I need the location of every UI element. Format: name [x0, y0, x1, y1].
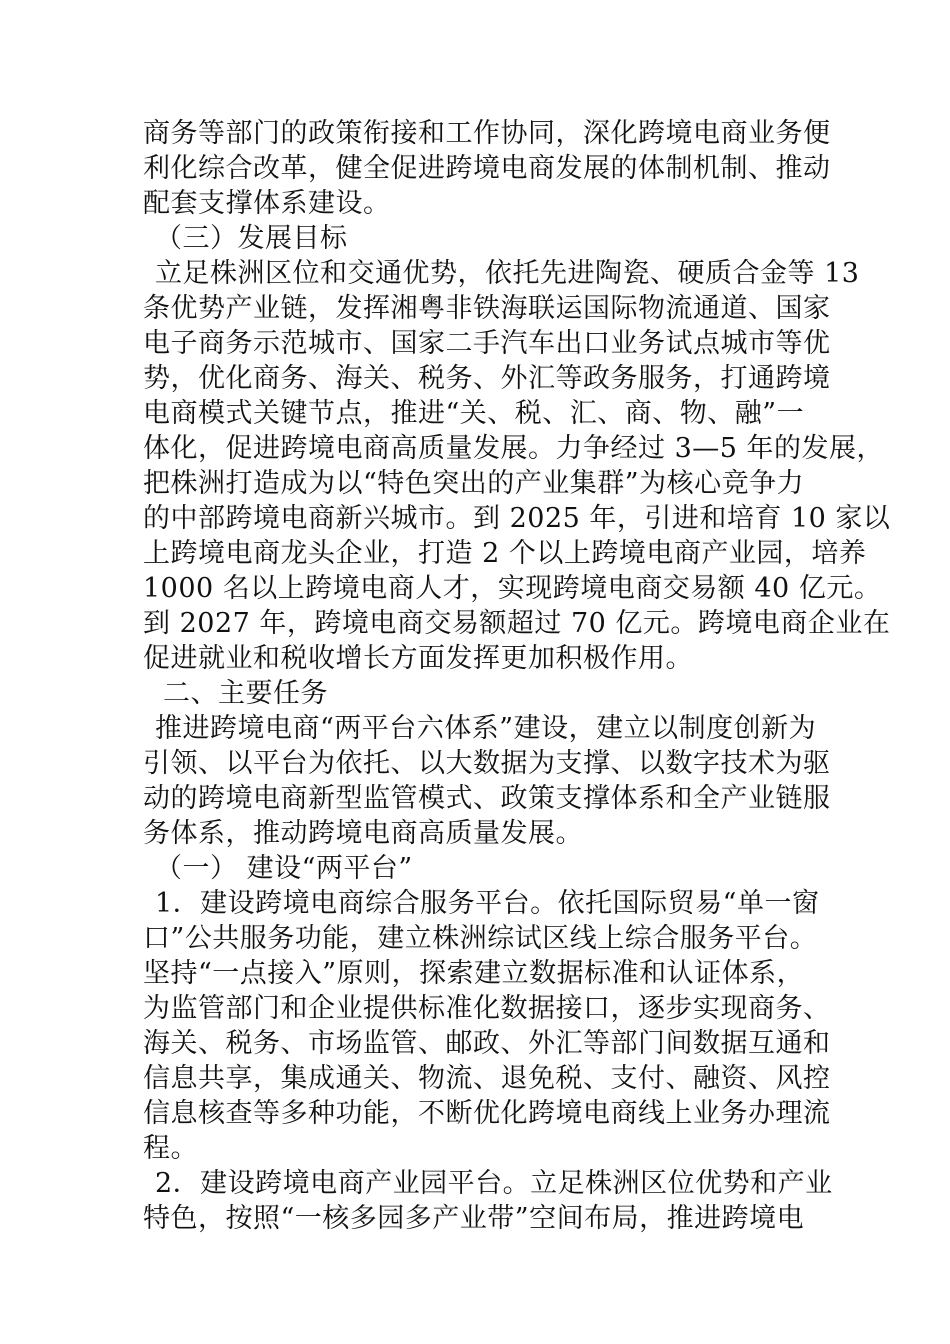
text-line: 把株洲打造成为以“特色突出的产业集群”为核心竞争力: [143, 468, 805, 499]
text-line: 体化，促进跨境电商高质量发展。力争经过 3—5 年的发展，: [143, 433, 885, 464]
text-line: 特色，按照“一核多园多产业带”空间布局，推进跨境电: [143, 1203, 805, 1234]
text-line: 势，优化商务、海关、税务、外汇等政务服务，打通跨境: [143, 363, 831, 394]
text-line: 商务等部门的政策衔接和工作协同，深化跨境电商业务便: [143, 118, 831, 149]
text-line: 立足株洲区位和交通优势，依托先进陶瓷、硬质合金等 13: [155, 258, 860, 289]
text-line: 信息共享，集成通关、物流、退免税、支付、融资、风控: [143, 1063, 831, 1094]
text-line: 动的跨境电商新型监管模式、政策支撑体系和全产业链服: [143, 783, 831, 814]
text-line: 利化综合改革，健全促进跨境电商发展的体制机制、推动: [143, 153, 831, 184]
section-heading: 二、主要任务: [163, 678, 328, 709]
text-line: 1000 名以上跨境电商人才，实现跨境电商交易额 40 亿元。: [143, 573, 882, 604]
text-line: 促进就业和税收增长方面发挥更加积极作用。: [143, 643, 693, 674]
text-line: 的中部跨境电商新兴城市。到 2025 年，引进和培育 10 家以: [143, 503, 891, 534]
text-line: 务体系，推动跨境电商高质量发展。: [143, 818, 583, 849]
text-line: 电商模式关键节点，推进“关、税、汇、商、物、融”一: [143, 398, 805, 429]
text-line: 程。: [143, 1133, 198, 1164]
text-line: 条优势产业链，发挥湘粤非铁海联运国际物流通道、国家: [143, 293, 831, 324]
section-heading: （一） 建设“两平台”: [155, 853, 413, 884]
text-line: 推进跨境电商“两平台六体系”建设，建立以制度创新为: [155, 713, 817, 744]
text-line: 口”公共服务功能，建立株洲综试区线上综合服务平台。: [143, 923, 818, 954]
text-line: 坚持“一点接入”原则，探索建立数据标准和认证体系，: [143, 958, 805, 989]
text-line: 为监管部门和企业提供标准化数据接口，逐步实现商务、: [143, 993, 831, 1024]
text-line: 信息核查等多种功能，不断优化跨境电商线上业务办理流: [143, 1098, 831, 1129]
text-line: 到 2027 年，跨境电商交易额超过 70 亿元。跨境电商企业在: [143, 608, 891, 639]
text-line: 配套支撑体系建设。: [143, 188, 391, 219]
text-line: 2．建设跨境电商产业园平台。立足株洲区位优势和产业: [155, 1168, 833, 1199]
text-line: 电子商务示范城市、国家二手汽车出口业务试点城市等优: [143, 328, 831, 359]
section-heading: （三）发展目标: [155, 223, 348, 254]
document-body: [143, 116, 891, 1236]
text-line: 引领、以平台为依托、以大数据为支撑、以数字技术为驱: [143, 748, 831, 779]
text-line: 上跨境电商龙头企业，打造 2 个以上跨境电商产业园，培养: [143, 538, 867, 569]
text-line: 海关、税务、市场监管、邮政、外汇等部门间数据互通和: [143, 1028, 831, 1059]
text-line: 1．建设跨境电商综合服务平台。依托国际贸易“单一窗: [155, 888, 820, 919]
